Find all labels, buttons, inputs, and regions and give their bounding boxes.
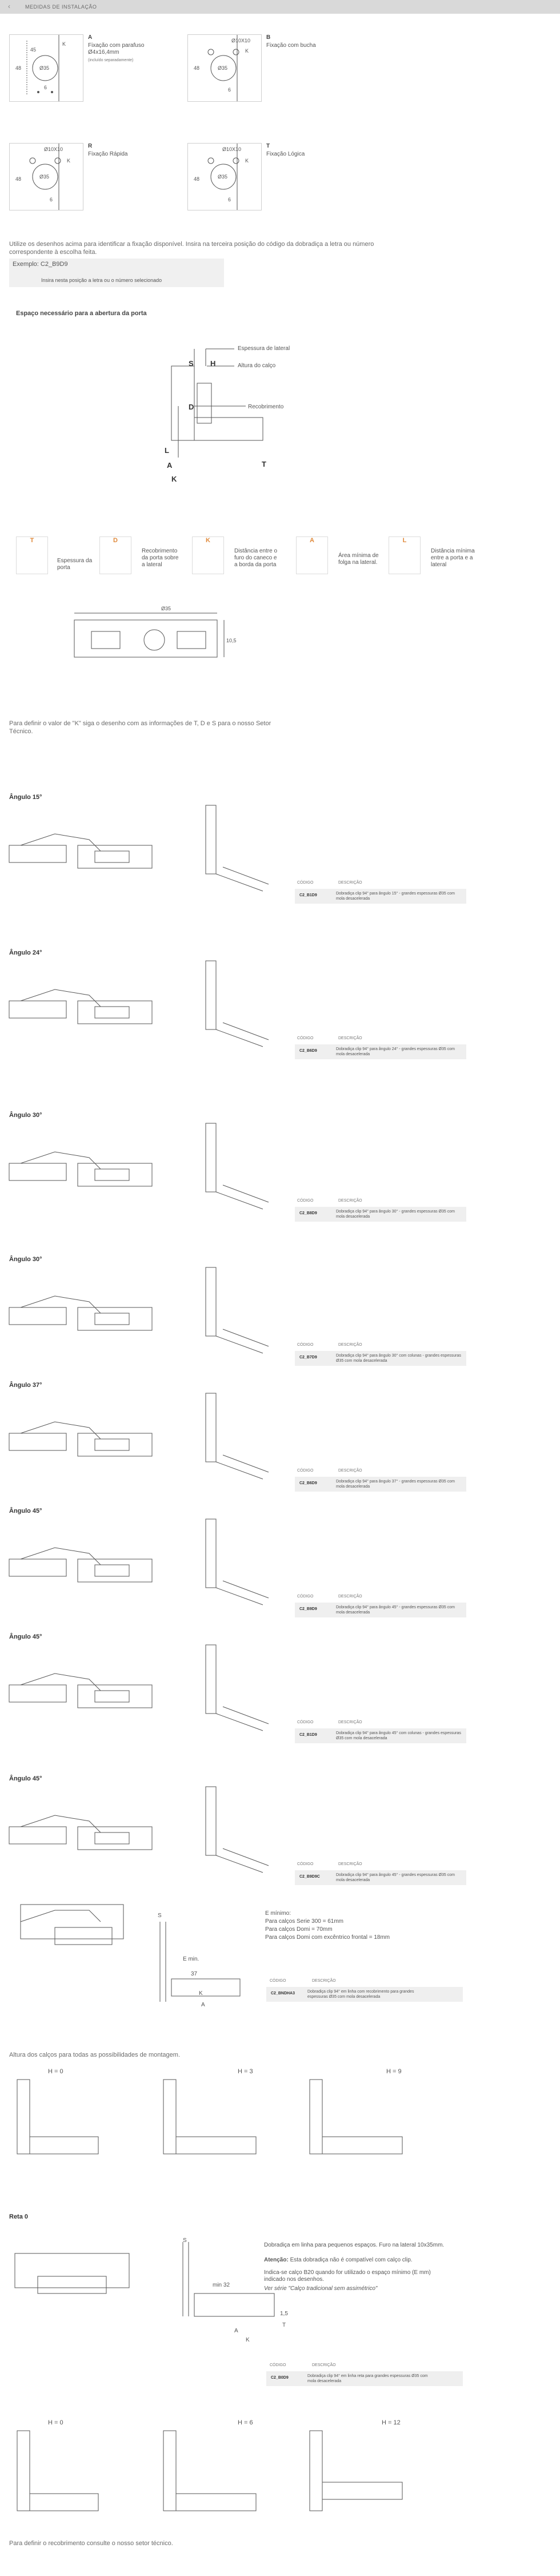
fixing-R-letter: R — [88, 143, 93, 149]
example-note: Insira nesta posição a letra ou o número selecionado — [41, 277, 162, 283]
letter-t: T — [262, 460, 266, 468]
code: C2_B0D9 — [271, 2376, 289, 2380]
special-dims-svg — [149, 1910, 263, 2013]
code: C2_B8D9 — [299, 1211, 317, 1215]
dim-6: 6 — [44, 85, 47, 90]
code-header: CÓDIGO — [297, 1595, 314, 1599]
desc-header: DESCRIÇÃO — [338, 1343, 362, 1347]
legend-espessura: Espessura de lateral — [238, 345, 290, 352]
code-row — [295, 1870, 466, 1885]
desc-header: DESCRIÇÃO — [312, 2363, 336, 2367]
angle-dims-drawing — [200, 949, 291, 1058]
angle-dims-drawing — [200, 1775, 291, 1884]
desc: Dobradiça clip 94° em linha reta para grandes espessuras Ø35 com mola desacelerada — [307, 2374, 428, 2383]
reta-text4: Ver série "Calço tradicional sem assimétrico" — [264, 2285, 378, 2292]
desc: Dobradiça clip 94° para ângulo 37° - grandes espessuras Ø35 com mola desacelerada — [336, 1480, 455, 1489]
angle-title: Ângulo 30° — [9, 1112, 42, 1119]
angle-hinge-drawing — [9, 1140, 198, 1209]
angle-hinge-drawing — [9, 1285, 198, 1353]
page-title: MEDIDAS DE INSTALAÇÃO — [25, 4, 97, 10]
angle-title: Ângulo 30° — [9, 1256, 42, 1263]
dim-d10x10: Ø10X10 — [44, 146, 63, 152]
fixing-A-label: Fixação com parafuso Ø4x16,4mm — [88, 42, 145, 55]
code-row — [295, 1728, 466, 1743]
note-domi-exc: Para calços Domi com excêntrico frontal = 18mm — [265, 1934, 390, 1941]
angle-dims-drawing — [200, 1256, 291, 1365]
code-header: CÓDIGO — [297, 1469, 314, 1473]
dim-48: 48 — [15, 176, 22, 182]
height-9: H = 9 — [386, 2068, 402, 2075]
dim-k: K — [246, 2337, 250, 2343]
code-header: CÓDIGO — [297, 1036, 314, 1040]
dim-emin: E min. — [183, 1956, 199, 1962]
dim-d35: Ø35 — [218, 65, 228, 71]
param-icon-T — [16, 536, 48, 574]
legend-altura: Altura do calço — [238, 363, 276, 369]
fixing-A-sub: (incluído separadamente) — [88, 58, 134, 62]
reta-hinge-svg — [9, 2242, 158, 2311]
height-3: H = 3 — [238, 2068, 253, 2075]
cup-depth: 10,5 — [226, 638, 237, 643]
back-icon[interactable]: ‹ — [8, 2, 10, 10]
reta-text2: Esta dobradiça não é compatível com calço clip. — [288, 2257, 413, 2263]
reta-title: Reta 0 — [9, 2213, 29, 2220]
angle-hinge-drawing — [9, 1804, 198, 1873]
letter-a: A — [167, 461, 173, 470]
param-text-A: Área mínima de folga na lateral. — [338, 552, 379, 566]
angle-dims-drawing — [200, 1633, 291, 1742]
dim-s: S — [158, 1913, 162, 1919]
param-key: A — [310, 537, 314, 544]
code: C2_B1D9 — [299, 1733, 317, 1737]
param-text-T: Espessura da porta — [57, 558, 93, 571]
param-key: D — [113, 537, 118, 544]
dim-k: K — [245, 48, 249, 54]
angle-title: Ângulo 15° — [9, 794, 42, 801]
param-icon-D — [99, 536, 131, 574]
example-code: Exemplo: C2_B9D9 — [13, 261, 68, 268]
code-header: CÓDIGO — [297, 1720, 314, 1724]
param-icon-A — [296, 536, 328, 574]
height-0: H = 0 — [48, 2068, 63, 2075]
footer-note: Para definir o recobrimento consulte o nosso setor técnico. — [9, 2540, 173, 2547]
letter-s: S — [189, 359, 194, 368]
reta-attention: Atenção: — [264, 2257, 289, 2263]
angle-title: Ângulo 45° — [9, 1775, 42, 1782]
desc-header: DESCRIÇÃO — [338, 1469, 362, 1473]
dim-d35: Ø35 — [39, 65, 50, 71]
example-box — [9, 259, 224, 287]
code: C2_B9D9C — [299, 1875, 320, 1879]
angle-title: Ângulo 37° — [9, 1382, 42, 1389]
angle-dims-drawing — [200, 1508, 291, 1616]
code: C2_B6D9 — [299, 1049, 317, 1053]
code-header: CÓDIGO — [297, 1862, 314, 1866]
letter-d: D — [189, 403, 194, 411]
fixing-A-letter: A — [88, 34, 93, 41]
note-serie300: Para calços Serie 300 = 61mm — [265, 1918, 344, 1925]
heights2-svg — [0, 2431, 560, 2517]
dim-d35: Ø35 — [39, 174, 50, 180]
height-0: H = 0 — [48, 2419, 63, 2426]
dim-48: 48 — [15, 65, 22, 71]
desc-header: DESCRIÇÃO — [312, 1979, 336, 1983]
code-row — [295, 889, 466, 904]
dim-min32: min 32 — [213, 2282, 230, 2288]
dim-t: T — [282, 2322, 286, 2328]
height-6: H = 6 — [238, 2419, 253, 2426]
desc-header: DESCRIÇÃO — [338, 1595, 362, 1599]
code-row — [295, 1044, 466, 1059]
fixing-B-drawing — [187, 34, 262, 102]
desc: Dobradiça clip 94° em linha com recobrimento para grandes espessuras Ø35 com mola desacelerada — [307, 1990, 414, 1999]
fixing-R-label: Fixação Rápida — [88, 151, 128, 157]
desc: Dobradiça clip 94° para ângulo 45° - grandes espessuras Ø35 com mola desacelerada — [336, 1873, 455, 1882]
desc: Dobradiça clip 94° para ângulo 30° com colunas - grandes espessuras Ø35 com mola desacelerada — [336, 1354, 461, 1363]
code-header: CÓDIGO — [297, 881, 314, 885]
reta-text3: Indica-se calço B20 quando for utilizado o espaço mínimo (E mm) indicado nos desenhos. — [264, 2269, 431, 2283]
desc: Dobradiça clip 94° para ângulo 24° - grandes espessuras Ø35 com mola desacelerada — [336, 1047, 455, 1056]
desc: Dobradiça clip 94° para ângulo 15° - grandes espessuras Ø35 com mola desacelerada — [336, 892, 455, 901]
param-icon-K — [192, 536, 224, 574]
code-header: CÓDIGO — [297, 1343, 314, 1347]
code-header: CÓDIGO — [270, 2363, 286, 2367]
param-text-L: Distância mínima entre a porta e a lateral — [431, 548, 475, 568]
dim-48: 48 — [194, 176, 200, 182]
dim-k: K — [245, 158, 249, 164]
desc-header: DESCRIÇÃO — [338, 881, 362, 885]
note-emin: E mínimo: — [265, 1910, 291, 1917]
dim-a: A — [234, 2328, 238, 2334]
legend-recobrimento: Recobrimento — [248, 404, 284, 410]
desc-header: DESCRIÇÃO — [338, 1199, 362, 1203]
code-header: CÓDIGO — [297, 1199, 314, 1203]
define-k-text: Para definir o valor de "K" siga o desenho com as informações de T, D e S para o nosso Setor Técnico. — [9, 720, 271, 735]
dim-d10x10: Ø10X10 — [222, 146, 242, 152]
angle-dims-drawing — [200, 1382, 291, 1490]
dim-a: A — [201, 2002, 205, 2008]
code-row — [295, 1207, 466, 1222]
code: C2_B1D9 — [299, 893, 317, 897]
dim-6: 6 — [50, 197, 53, 202]
angle-hinge-drawing — [9, 978, 198, 1047]
dim-d10x10: Ø10X10 — [231, 38, 251, 43]
angle-dims-drawing — [200, 794, 291, 903]
dim-s: S — [183, 2237, 187, 2244]
dim-15: 1,5 — [280, 2311, 288, 2317]
code: C2_B9D9 — [299, 1607, 317, 1611]
code: C2_B6D9 — [299, 1481, 317, 1485]
note-domi: Para calços Domi = 70mm — [265, 1926, 333, 1933]
letter-h: H — [210, 359, 216, 368]
letter-k: K — [171, 475, 177, 483]
intro-text: Utilize os desenhos acima para identificar a fixação disponível. Insira na terceira posição do código da dobradiça a letra ou número correspondente à escolha feita. — [9, 241, 374, 256]
fixing-T-label: Fixação Lógica — [266, 151, 305, 157]
fixing-T-letter: T — [266, 143, 270, 149]
code-header: CÓDIGO — [270, 1979, 286, 1983]
dim-d35: Ø35 — [218, 174, 228, 180]
fixing-B-label: Fixação com bucha — [266, 42, 316, 49]
angle-hinge-drawing — [9, 1662, 198, 1731]
dim-6: 6 — [228, 197, 231, 202]
desc: Dobradiça clip 94° para ângulo 30° - grandes espessuras Ø35 com mola desacelerada — [336, 1210, 455, 1219]
code-row — [295, 1603, 466, 1617]
code-row-reta — [266, 2371, 463, 2386]
fixing-A-drawing — [9, 34, 83, 102]
param-text-D: Recobrimento da porta sobre a lateral — [142, 548, 179, 568]
angle-dims-drawing — [200, 1112, 291, 1221]
dim-45: 45 — [30, 47, 37, 53]
letter-l: L — [165, 446, 169, 455]
fixing-B-letter: B — [266, 34, 271, 41]
dim-k: K — [62, 41, 66, 47]
angle-title: Ângulo 24° — [9, 949, 42, 956]
desc-header: DESCRIÇÃO — [338, 1720, 362, 1724]
reta-text1: Dobradiça em linha para pequenos espaços. Furo na lateral 10x35mm. — [264, 2242, 445, 2248]
angle-hinge-drawing — [9, 1536, 198, 1605]
angle-title: Ângulo 45° — [9, 1508, 42, 1514]
code-row-special — [266, 1987, 463, 2002]
param-icon-L — [389, 536, 421, 574]
angle-hinge-drawing — [9, 1410, 198, 1479]
code-row — [295, 1351, 466, 1366]
desc: Dobradiça clip 94° para ângulo 45° com colunas - grandes espessuras Ø35 com mola desacelerada — [336, 1731, 461, 1740]
angle-title: Ângulo 45° — [9, 1633, 42, 1640]
code: C2_B7D9 — [299, 1355, 317, 1359]
heights-svg — [0, 2080, 560, 2160]
param-key: K — [206, 537, 210, 544]
code-row — [295, 1477, 466, 1492]
dim-48: 48 — [194, 65, 200, 71]
param-text-K: Distância entre o furo do caneco e a borda da porta — [234, 548, 278, 568]
space-title: Espaço necessário para a abertura da porta — [16, 310, 147, 317]
desc: Dobradiça clip 94° para ângulo 45° - grandes espessuras Ø35 com mola desacelerada — [336, 1605, 455, 1615]
dim-6: 6 — [228, 87, 231, 93]
dim-37: 37 — [191, 1971, 198, 1977]
cup-svg — [69, 609, 240, 671]
param-key: L — [402, 537, 407, 544]
fixing-T-drawing — [187, 143, 262, 210]
space-diagram-svg — [0, 343, 560, 492]
fixing-R-drawing — [9, 143, 83, 210]
desc-header: DESCRIÇÃO — [338, 1036, 362, 1040]
code: C2_BNDHA3 — [271, 1991, 295, 1995]
dim-k: K — [67, 158, 71, 164]
heights-title: Altura dos calços para todas as possibilidades de montagem. — [9, 2052, 181, 2058]
cup-width: Ø35 — [161, 606, 171, 611]
angle-hinge-drawing — [9, 822, 198, 891]
dim-k: K — [199, 1990, 203, 1997]
header-bar — [0, 0, 560, 14]
param-key: T — [30, 537, 34, 544]
height-12: H = 12 — [382, 2419, 401, 2426]
desc-header: DESCRIÇÃO — [338, 1862, 362, 1866]
